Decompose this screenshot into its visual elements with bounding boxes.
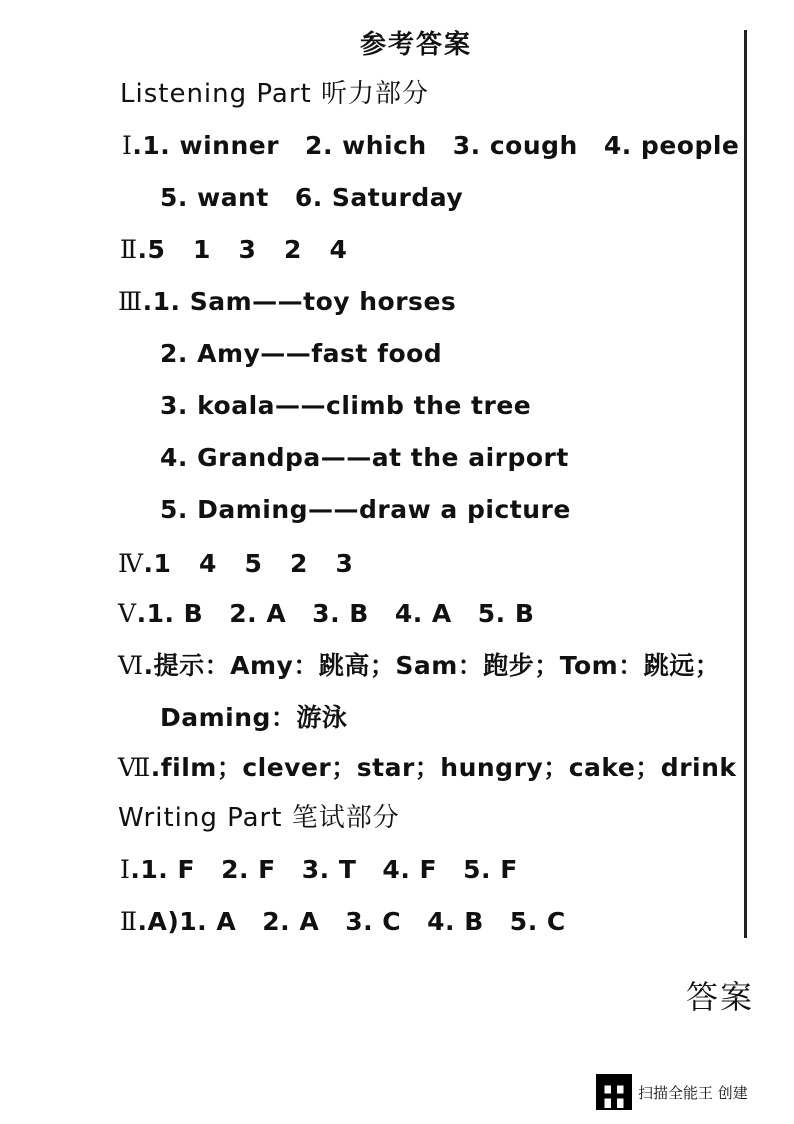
listening-q1-line2 bbox=[160, 182, 463, 214]
listening-q5: Ⅴ.1. B 2. A 3. B 4. A 5. B bbox=[118, 599, 535, 628]
q6-hint-line2: Daming：游泳 bbox=[160, 703, 348, 732]
q4-answers: 1 4 5 2 3 bbox=[153, 549, 354, 578]
page-edge-divider bbox=[744, 30, 747, 938]
w1-item-1: 1. F bbox=[140, 855, 196, 884]
q5-number: Ⅴ bbox=[118, 599, 137, 628]
writing-q1: Ⅰ.1. F 2. F 3. T 4. F 5. F bbox=[120, 855, 518, 884]
q2-answers: 5 1 3 2 4 bbox=[147, 235, 348, 264]
q1-item-3: 3. cough bbox=[452, 131, 578, 160]
side-answer-label: 答案 bbox=[686, 978, 755, 1016]
w1-item-5: 5. F bbox=[463, 855, 518, 884]
w2-item-5: 5. C bbox=[509, 907, 566, 936]
w2-item-3: 3. C bbox=[345, 907, 402, 936]
q3-item-4: 4. Grandpa——at the airport bbox=[160, 443, 569, 472]
q1-item-6: 6. Saturday bbox=[294, 183, 464, 212]
q7-number: Ⅶ bbox=[118, 753, 151, 782]
q5-item-5: 5. B bbox=[477, 599, 535, 628]
listening-q1-line1: Ⅰ.1. winner 2. which 3. cough 4. people bbox=[122, 131, 740, 160]
q1-item-1: 1. winner bbox=[142, 131, 280, 160]
q3-item-2: 2. Amy——fast food bbox=[160, 339, 443, 368]
w1-item-2: 2. F bbox=[221, 855, 276, 884]
q6-number: Ⅵ bbox=[118, 651, 144, 680]
listening-q4: Ⅳ.1 4 5 2 3 bbox=[118, 549, 354, 578]
q5-item-4: 4. A bbox=[394, 599, 452, 628]
w1-item-3: 3. T bbox=[301, 855, 357, 884]
w2-number: Ⅱ bbox=[120, 907, 138, 936]
w2-item-4: 4. B bbox=[427, 907, 484, 936]
q3-number: Ⅲ bbox=[118, 287, 143, 316]
q5-item-2: 2. A bbox=[229, 599, 287, 628]
listening-q6-line1: Ⅵ.提示：Amy：跳高；Sam：跑步；Tom：跳远； bbox=[118, 651, 721, 680]
w2-item-2: 2. A bbox=[262, 907, 320, 936]
w2-item-1: 1. A bbox=[179, 907, 237, 936]
w1-number: Ⅰ bbox=[120, 855, 131, 884]
q6-hint-line1: 提示：Amy：跳高；Sam：跑步；Tom：跳远； bbox=[153, 651, 721, 680]
footer-text: 扫描全能王 创建 bbox=[638, 1083, 748, 1102]
qr-code-icon bbox=[596, 1074, 632, 1110]
listening-q3-line1: Ⅲ.1. Sam——toy horses bbox=[118, 287, 457, 316]
q3-item-1: 1. Sam——toy horses bbox=[152, 287, 457, 316]
q1-item-4: 4. people bbox=[603, 131, 740, 160]
q3-item-3: 3. koala——climb the tree bbox=[160, 391, 532, 420]
scanner-footer bbox=[596, 1074, 748, 1110]
w2-prefix: A) bbox=[147, 907, 180, 936]
listening-q2: Ⅱ.5 1 3 2 4 bbox=[120, 235, 348, 264]
w1-item-4: 4. F bbox=[382, 855, 438, 884]
q4-number: Ⅳ bbox=[118, 549, 144, 578]
q1-item-5: 5. want bbox=[160, 183, 269, 212]
writing-q2: Ⅱ.A)1. A 2. A 3. C 4. B 5. C bbox=[120, 907, 566, 936]
q5-item-3: 3. B bbox=[312, 599, 369, 628]
writing-heading: Writing Part 笔试部分 bbox=[118, 803, 400, 833]
q5-item-1: 1. B bbox=[146, 599, 204, 628]
page-title: 参考答案 bbox=[360, 30, 473, 60]
q1-number: Ⅰ bbox=[122, 131, 133, 160]
listening-heading: Listening Part 听力部分 bbox=[120, 79, 429, 109]
listening-q7: Ⅶ.film；clever；star；hungry；cake；drink bbox=[118, 753, 737, 782]
q7-answers: film；clever；star；hungry；cake；drink bbox=[160, 753, 737, 782]
q2-number: Ⅱ bbox=[120, 235, 138, 264]
q3-item-5: 5. Daming——draw a picture bbox=[160, 495, 571, 524]
q1-item-2: 2. which bbox=[305, 131, 427, 160]
